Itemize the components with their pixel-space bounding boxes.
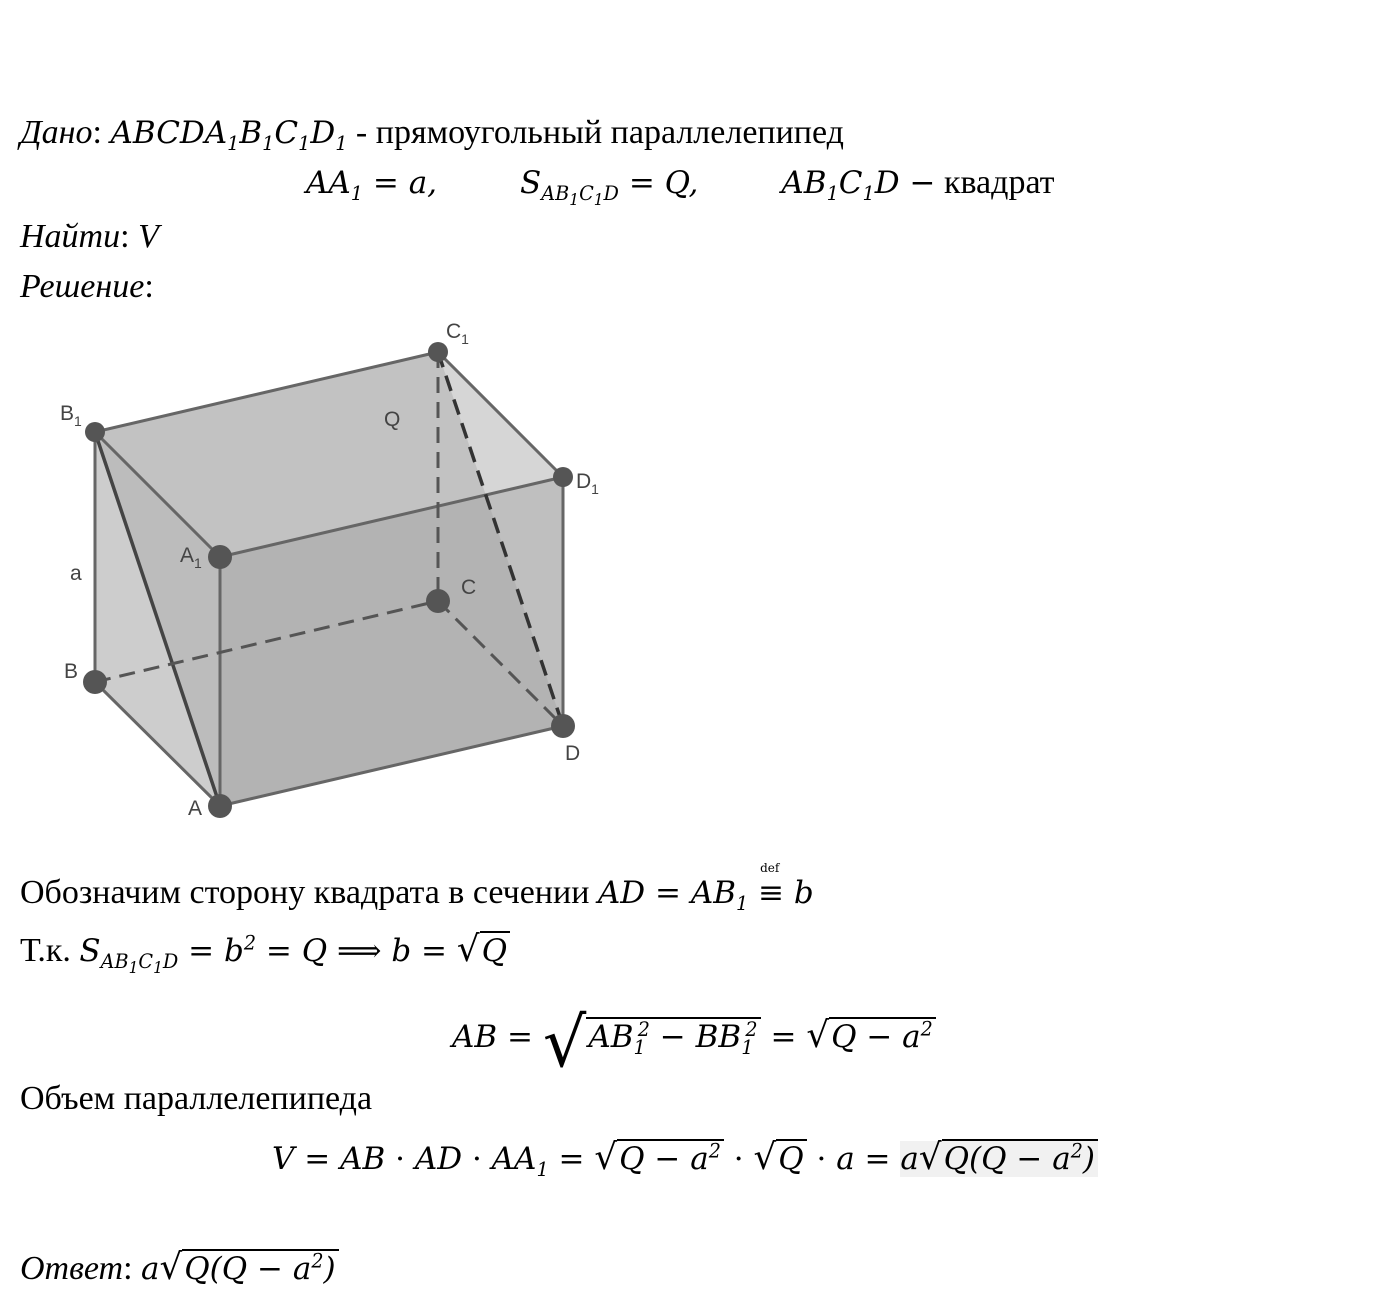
- find-line: Найти: V: [20, 218, 159, 255]
- vertex-a1: [208, 545, 232, 569]
- vertex-a: [208, 794, 232, 818]
- step5-line: [272, 1137, 1098, 1182]
- vertex-c1: [428, 342, 448, 362]
- label-d: D: [565, 742, 581, 765]
- label-c1: $C_1$: [446, 320, 469, 347]
- label-b: B: [64, 660, 79, 683]
- condition-square: $AB_1C_1D$ −: [781, 165, 936, 206]
- label-b1: $B_1$: [60, 402, 82, 429]
- conditions-line: [306, 164, 1055, 210]
- condition-square-word: квадрат: [943, 164, 1055, 201]
- label-d1: $D_1$: [576, 470, 599, 497]
- vertex-d1: [553, 467, 573, 487]
- edge-label-a: a: [70, 562, 82, 585]
- vertex-b: [83, 670, 107, 694]
- given-text: - прямоугольный параллелепипед: [347, 114, 844, 151]
- given-label: Дано: [20, 114, 93, 151]
- step1-text: Обозначим сторону квадрата в сечении: [20, 874, 590, 911]
- step4-line: [20, 1082, 372, 1116]
- parallelepiped-figure: [0, 320, 640, 840]
- label-a: A: [188, 797, 203, 820]
- find-label: Найти: [20, 218, 121, 255]
- vertex-c: [426, 589, 450, 613]
- solution-label: Решение: [20, 268, 145, 305]
- step1-line: [20, 861, 814, 916]
- step4-text: Объем параллелепипеда: [20, 1080, 373, 1117]
- vertex-d: [551, 714, 575, 738]
- answer-math: $a√Q(Q - a^2)$: [141, 1251, 339, 1287]
- step3-line: [452, 1004, 936, 1083]
- answer-line: Ответ: $a√Q(Q - a^2)$: [20, 1250, 339, 1286]
- answer-label: Ответ: [20, 1250, 124, 1287]
- label-a1: $A_1$: [180, 544, 202, 571]
- step2-prefix: Т.к.: [20, 932, 71, 969]
- given-line: Дано: $ABCDA_1B_1C_1D_1$ - прямоугольный параллелепипед: [20, 114, 844, 156]
- vertex-b1: [85, 422, 105, 442]
- step2-line: [20, 929, 510, 978]
- step3-math: AB = $√AB_1^2 - BB_1^2 = √Q - a^2$: [452, 1019, 936, 1055]
- condition-area: $S_{AB_1C_1D} = Q$,: [520, 165, 699, 210]
- solution-line: Решение:: [20, 268, 154, 305]
- given-prism: $ABCDA_1B_1C_1D_1$: [110, 115, 348, 156]
- find-value: V: [138, 218, 159, 255]
- step5-math: V = AB · AD · $AA_1 = √Q - a^2 \cdot √Q \cdot a = a√Q(Q - a^2)$: [272, 1141, 1098, 1177]
- step2-math: $S_{AB_1C_1D} = b^2 = Q$ ⟹ b = √Q: [79, 933, 510, 969]
- condition-aa1: $AA_1 = a$,: [306, 165, 438, 206]
- face-label-q: Q: [384, 408, 401, 431]
- step1-math: AD = $AB_1$ def ≡ b: [597, 861, 814, 916]
- label-c: C: [461, 576, 477, 599]
